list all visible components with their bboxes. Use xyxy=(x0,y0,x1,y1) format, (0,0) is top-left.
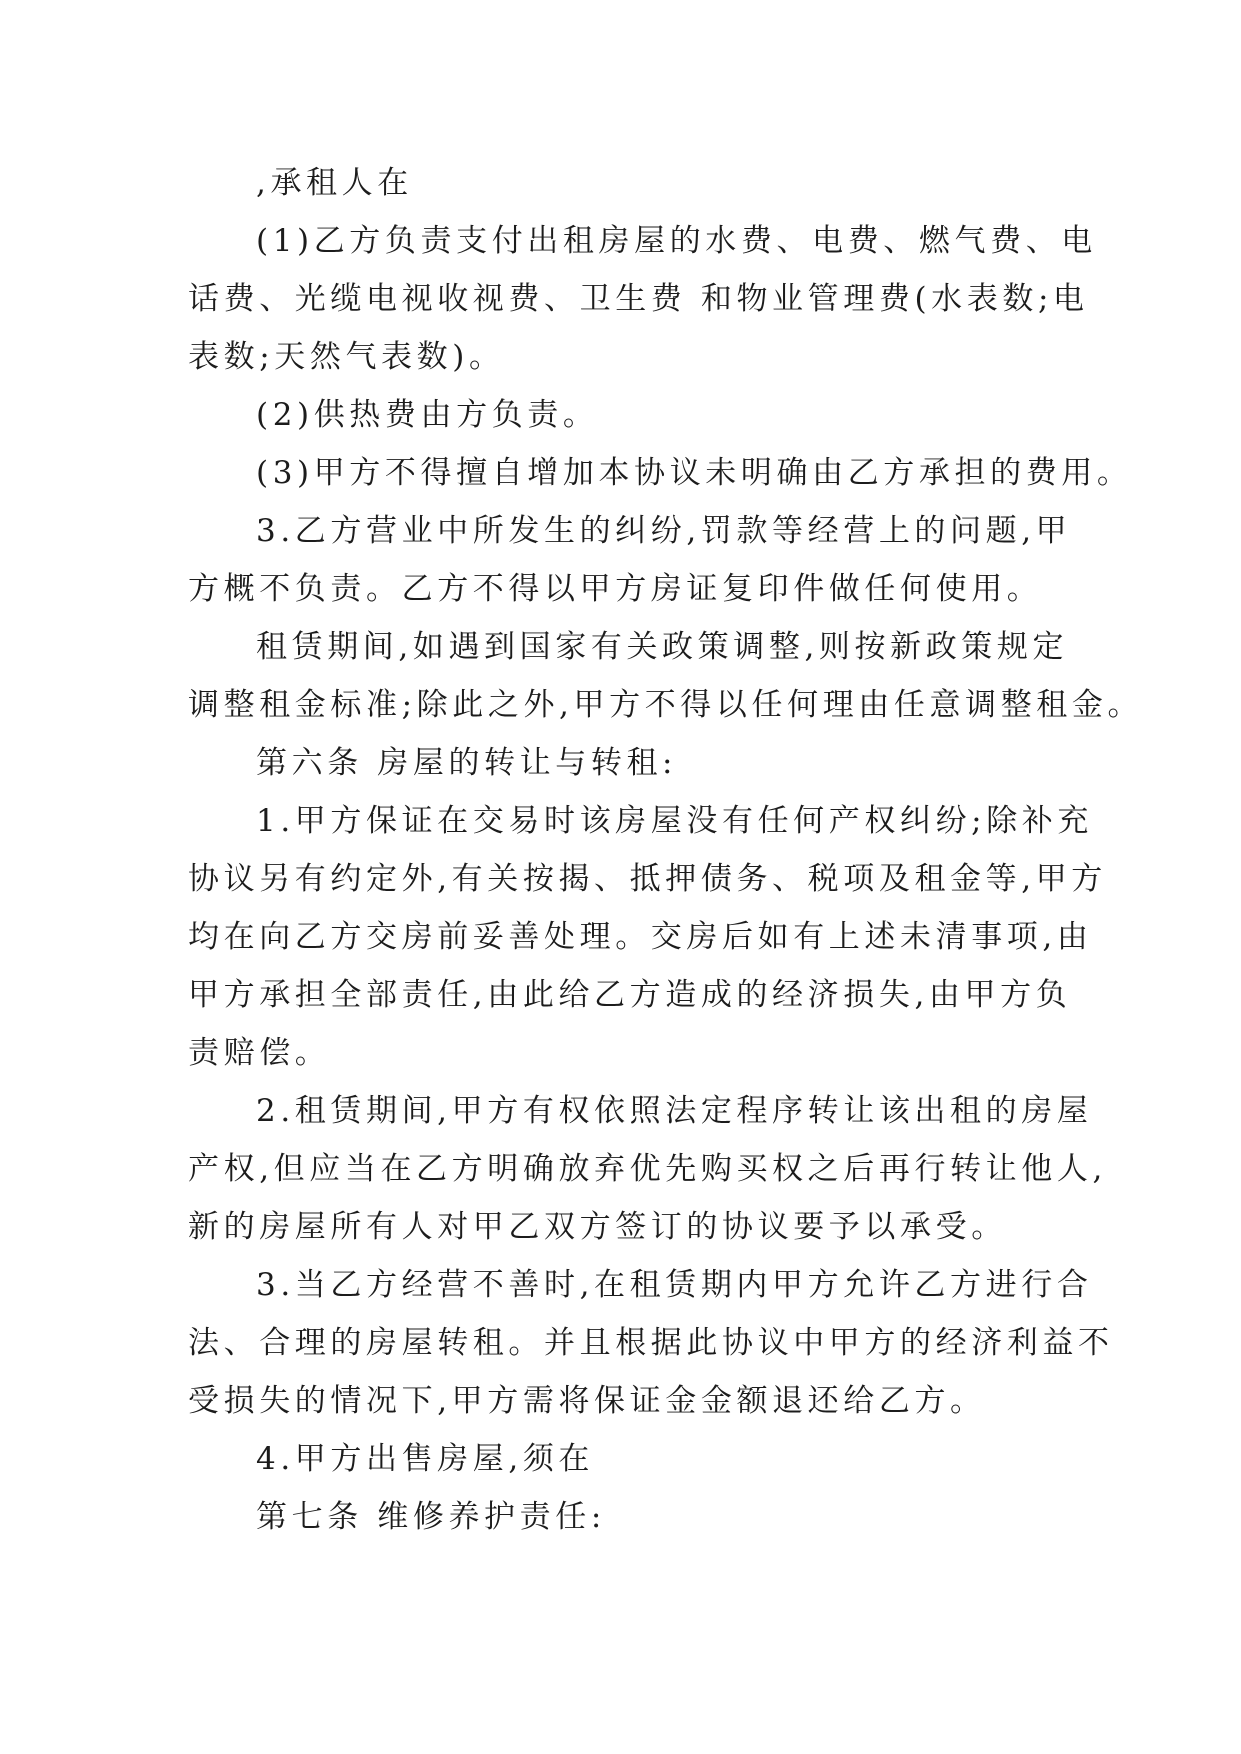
text-line-12: 1.甲方保证在交易时该房屋没有任何产权纠纷;除补充 xyxy=(256,803,1094,839)
text-line-15: 甲方承担全部责任,由此给乙方造成的经济损失,由甲方负 xyxy=(188,977,1072,1013)
text-line-2: (1)乙方负责支付出租房屋的水费、电费、燃气费、电 xyxy=(256,223,1097,259)
text-line-21: 法、合理的房屋转租。并且根据此协议中甲方的经济利益不 xyxy=(188,1325,1114,1361)
text-line-23: 4.甲方出售房屋,须在 xyxy=(256,1441,595,1477)
text-line-8: 方概不负责。乙方不得以甲方房证复印件做任何使用。 xyxy=(188,571,1043,607)
text-line-10: 调整租金标准;除此之外,甲方不得以任何理由任意调整租金。 xyxy=(188,687,1144,723)
text-line-7: 3.乙方营业中所发生的纠纷,罚款等经营上的问题,甲 xyxy=(256,513,1072,549)
document-body xyxy=(188,154,1144,1546)
text-line-20: 3.当乙方经营不善时,在租赁期内甲方允许乙方进行合 xyxy=(256,1267,1093,1303)
text-line-18: 产权,但应当在乙方明确放弃优先购买权之后再行转让他人, xyxy=(188,1151,1107,1187)
text-line-13: 协议另有约定外,有关按揭、抵押债务、税项及租金等,甲方 xyxy=(188,861,1107,897)
article-heading-6: 第六条 房屋的转让与转租: xyxy=(256,745,678,781)
text-line-4: 表数;天然气表数)。 xyxy=(188,339,505,375)
article-heading-7: 第七条 维修养护责任: xyxy=(256,1499,606,1535)
text-line-16: 责赔偿。 xyxy=(188,1035,331,1071)
text-line-6: (3)甲方不得擅自增加本协议未明确由乙方承担的费用。 xyxy=(256,455,1133,491)
text-line-9: 租赁期间,如遇到国家有关政策调整,则按新政策规定 xyxy=(256,629,1069,665)
text-line-14: 均在向乙方交房前妥善处理。交房后如有上述未清事项,由 xyxy=(188,919,1093,955)
text-line-22: 受损失的情况下,甲方需将保证金金额退还给乙方。 xyxy=(188,1383,986,1419)
text-line-1: ,承租人在 xyxy=(256,165,413,201)
text-line-19: 新的房屋所有人对甲乙双方签订的协议要予以承受。 xyxy=(188,1209,1007,1245)
text-line-5: (2)供热费由方负责。 xyxy=(256,397,599,433)
text-line-3: 话费、光缆电视收视费、卫生费 和物业管理费(水表数;电 xyxy=(188,281,1089,317)
text-line-17: 2.租赁期间,甲方有权依照法定程序转让该出租的房屋 xyxy=(256,1093,1093,1129)
